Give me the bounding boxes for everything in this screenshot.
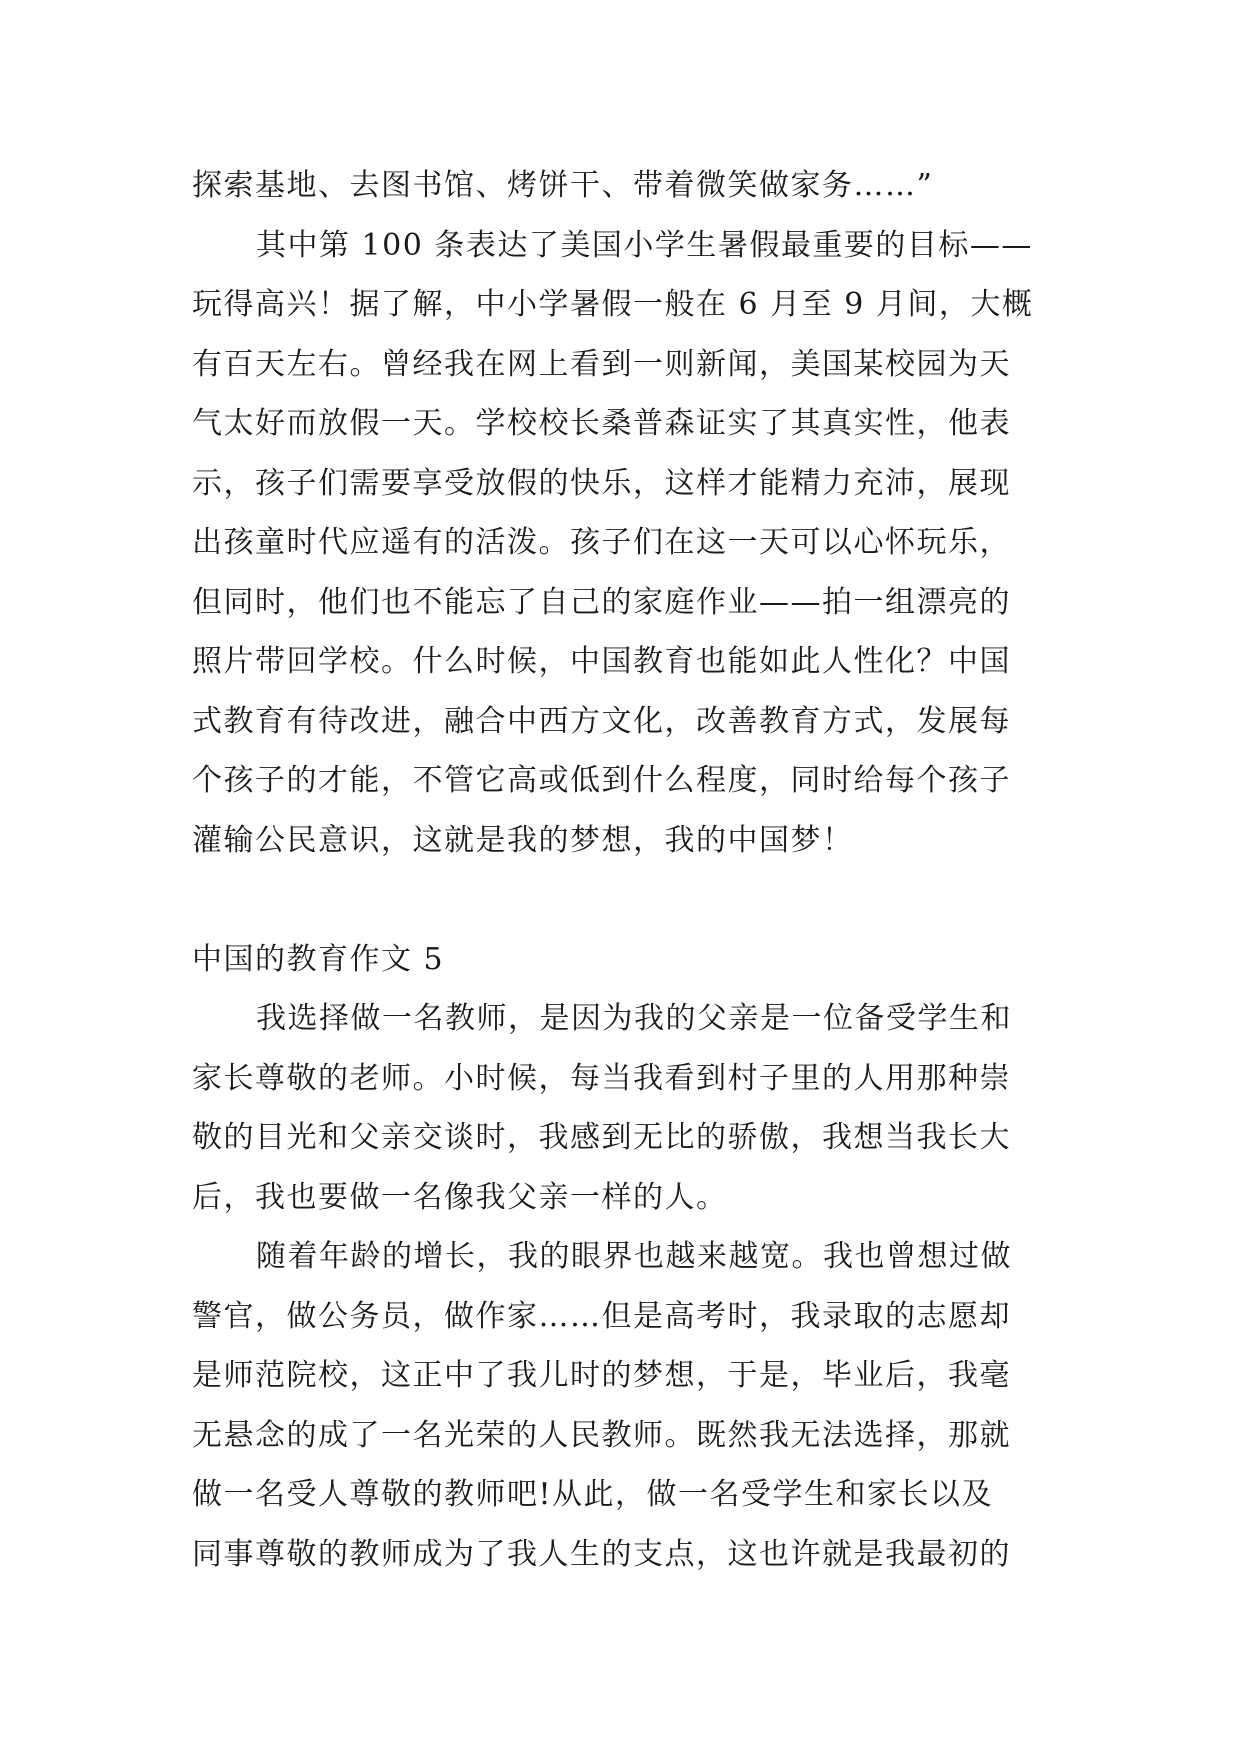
essay-title: 中国的教育作文 5 bbox=[192, 941, 445, 977]
paragraph-line: 警官，做公务员，做作家……但是高考时，我录取的志愿却 bbox=[192, 1298, 1011, 1334]
paragraph-line: 式教育有待改进，融合中西方文化，改善教育方式，发展每 bbox=[192, 703, 1011, 739]
paragraph-line: 我选择做一名教师，是因为我的父亲是一位备受学生和 bbox=[256, 1001, 1012, 1036]
paragraph-line: 玩得高兴！据了解，中小学暑假一般在 6 月至 9 月间，大概 bbox=[192, 287, 1034, 322]
paragraph-line: 做一名受人尊敬的教师吧!从此，做一名受学生和家长以及 bbox=[192, 1477, 994, 1512]
paragraph-line: 是师范院校，这正中了我儿时的梦想，于是，毕业后，我毫 bbox=[192, 1358, 1011, 1393]
section-spacer bbox=[192, 870, 1052, 930]
paragraph-line: 随着年龄的增长，我的眼界也越来越宽。我也曾想过做 bbox=[256, 1239, 1012, 1274]
paragraph-line: 同事尊敬的教师成为了我人生的支点，这也许就是我最初的 bbox=[192, 1536, 1011, 1572]
paragraph-line: 敬的目光和父亲交谈时，我感到无比的骄傲，我想当我长大 bbox=[192, 1120, 1011, 1155]
paragraph-line: 气太好而放假一天。学校校长桑普森证实了其真实性，他表 bbox=[192, 406, 1011, 441]
paragraph-line: 灌输公民意识，这就是我的梦想，我的中国梦！ bbox=[192, 822, 854, 858]
paragraph-line: 个孩子的才能，不管它高或低到什么程度，同时给每个孩子 bbox=[192, 763, 1011, 798]
paragraph-line: 后，我也要做一名像我父亲一样的人。 bbox=[192, 1179, 728, 1215]
paragraph-line: 家长尊敬的老师。小时候，每当我看到村子里的人用那种崇 bbox=[192, 1060, 1011, 1096]
paragraph-line: 无悬念的成了一名光荣的人民教师。既然我无法选择，那就 bbox=[192, 1417, 1011, 1453]
paragraph-line: 其中第 100 条表达了美国小学生暑假最重要的目标—— bbox=[256, 227, 1033, 263]
paragraph-line: 照片带回学校。什么时候，中国教育也能如此人性化？中国 bbox=[192, 644, 1011, 679]
paragraph-line: 有百天左右。曾经我在网上看到一则新闻，美国某校园为天 bbox=[192, 346, 1011, 382]
paragraph-line: 探索基地、去图书馆、烤饼干、带着微笑做家务……” bbox=[192, 168, 934, 203]
paragraph-line: 但同时，他们也不能忘了自己的家庭作业——拍一组漂亮的 bbox=[192, 584, 1011, 620]
paragraph-line: 示，孩子们需要享受放假的快乐，这样才能精力充沛，展现 bbox=[192, 465, 1011, 501]
paragraph-line: 出孩童时代应遥有的活泼。孩子们在这一天可以心怀玩乐， bbox=[192, 525, 1011, 560]
document-body bbox=[192, 156, 1052, 1584]
